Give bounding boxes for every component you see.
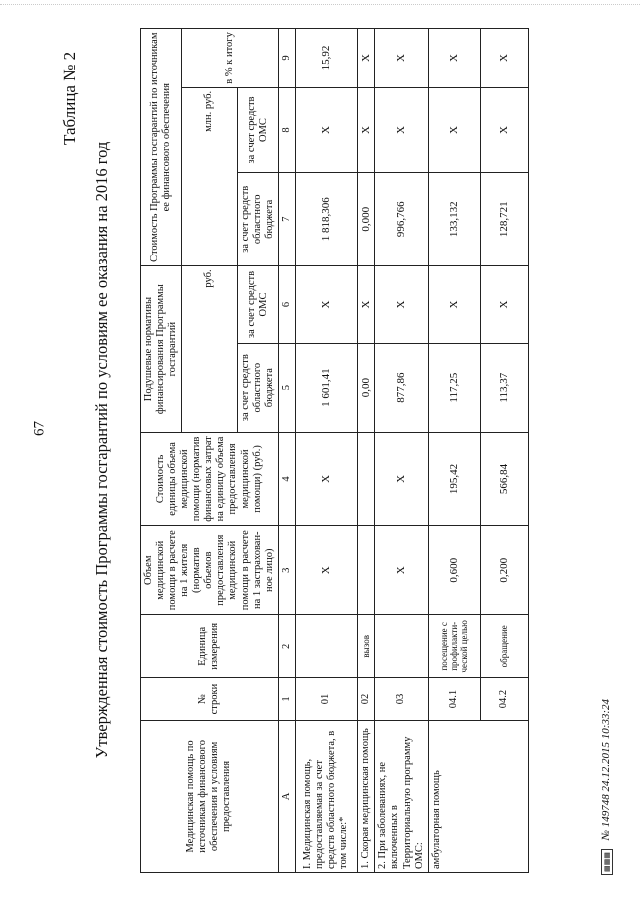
row-label: 1. Скорая медицинская помощь [357,720,375,872]
row-label: I. Медицинская помощь, предоставляемая за счет средств областного бюджета, в том числе:* [295,720,357,872]
index-cell: 5 [278,343,295,432]
index-cell: 8 [278,87,295,172]
header-group-cost: Стоимость Программы госгарантий по источникам ее финансового обеспечения [141,29,182,266]
cell-percent: 15,92 [295,29,357,88]
cell-cost-budget: 1 818,306 [295,173,357,266]
cell-percent: X [375,29,428,88]
cell-unit-cost: X [375,432,428,525]
header-col-2: Единица измерения [141,615,279,678]
cell-percent: X [357,29,375,88]
cell-unit-cost: 566,84 [480,432,528,525]
header-unit-mln: млн. руб. [182,87,237,266]
cell-volume: X [295,526,357,615]
cell-norm-budget: 113,37 [480,343,528,432]
row-unit [375,615,428,678]
header-col-8: за счет средств ОМС [237,87,278,172]
index-cell: 3 [278,526,295,615]
index-cell: 6 [278,266,295,343]
cell-unit-cost: 195,42 [428,432,480,525]
header-col-4: Стоимость единицы объема медицинской помощи (норматив финансовых затрат на единицу объема предоставления медицинской помощи) (руб.) [141,432,279,525]
cell-norm-budget: 0,00 [357,343,375,432]
cell-norm-oms: X [375,266,428,343]
cell-cost-oms: X [480,87,528,172]
cell-norm-oms: X [357,266,375,343]
row-label: амбулаторная помощь [428,720,528,872]
row-number: 04.2 [480,678,528,721]
cell-cost-oms: X [357,87,375,172]
index-cell: 1 [278,678,295,721]
cell-volume: 0,600 [428,526,480,615]
cell-norm-budget: 117,25 [428,343,480,432]
table-row [295,29,357,873]
cell-percent: X [428,29,480,88]
cost-table [140,28,529,873]
cell-norm-oms: X [480,266,528,343]
row-unit: обращение [480,615,528,678]
cell-cost-oms: X [428,87,480,172]
cell-norm-oms: X [295,266,357,343]
table-row [428,29,480,873]
table-row [375,29,428,873]
cell-norm-budget: 1 601,41 [295,343,357,432]
registry-stamp-text: № 149748 24.12.2015 10:33:24 [600,698,612,841]
table-heading: Утвержденная стоимость Программы госгарантий по условиям ее оказания на 2016 год [92,141,111,759]
index-row [278,29,295,873]
index-cell: 4 [278,432,295,525]
header-col-3: Объем медицинской помощи в расчете на 1 жителя (норматив объемов предоставления медицинской помощи в расчете на 1 застрахован-ное лицо) [141,526,279,615]
cell-volume: 0,200 [480,526,528,615]
row-number: 04.1 [428,678,480,721]
index-cell: A [278,720,295,872]
header-col-9: в % к итогу [182,29,279,88]
table-number: Таблица № 2 [60,51,79,145]
header-col-6: за счет средств ОМС [237,266,278,343]
cell-percent: X [480,29,528,88]
row-unit [295,615,357,678]
table-row [357,29,375,873]
cell-norm-budget: 877,86 [375,343,428,432]
cell-norm-oms: X [428,266,480,343]
cell-cost-budget: 0,000 [357,173,375,266]
header-col-1: № строки [141,678,279,721]
row-number: 01 [295,678,357,721]
cell-cost-oms: X [375,87,428,172]
cell-unit-cost: X [295,432,357,525]
row-number: 02 [357,678,375,721]
header-row-1 [141,29,182,873]
document-footer [600,699,613,875]
row-label: 2. При заболеваниях, не включенных в Территориальную программу ОМС: [375,720,428,872]
header-col-5: за счет средств областного бюджета [237,343,278,432]
header-col-7: за счет средств областного бюджета [237,173,278,266]
row-unit: посещение с профилакти-ческой целью [428,615,480,678]
header-col-a: Медицинская помощь по источникам финансового обеспечения и условиям предоставления [141,720,279,872]
cell-cost-budget: 128,721 [480,173,528,266]
index-cell: 7 [278,173,295,266]
row-unit: вызов [357,615,375,678]
index-cell: 2 [278,615,295,678]
page-number: 67 [31,421,48,436]
cell-cost-budget: 996,766 [375,173,428,266]
cell-cost-oms: X [295,87,357,172]
cell-unit-cost [357,432,375,525]
cell-volume [357,526,375,615]
index-cell: 9 [278,29,295,88]
cell-volume: X [375,526,428,615]
registry-logo: ▦▦▦ [601,849,613,875]
cell-cost-budget: 133,132 [428,173,480,266]
header-unit-rub: руб. [182,266,237,432]
row-number: 03 [375,678,428,721]
header-group-norm: Подушевые нормативы финансирования Программы госгарантий [141,266,182,432]
